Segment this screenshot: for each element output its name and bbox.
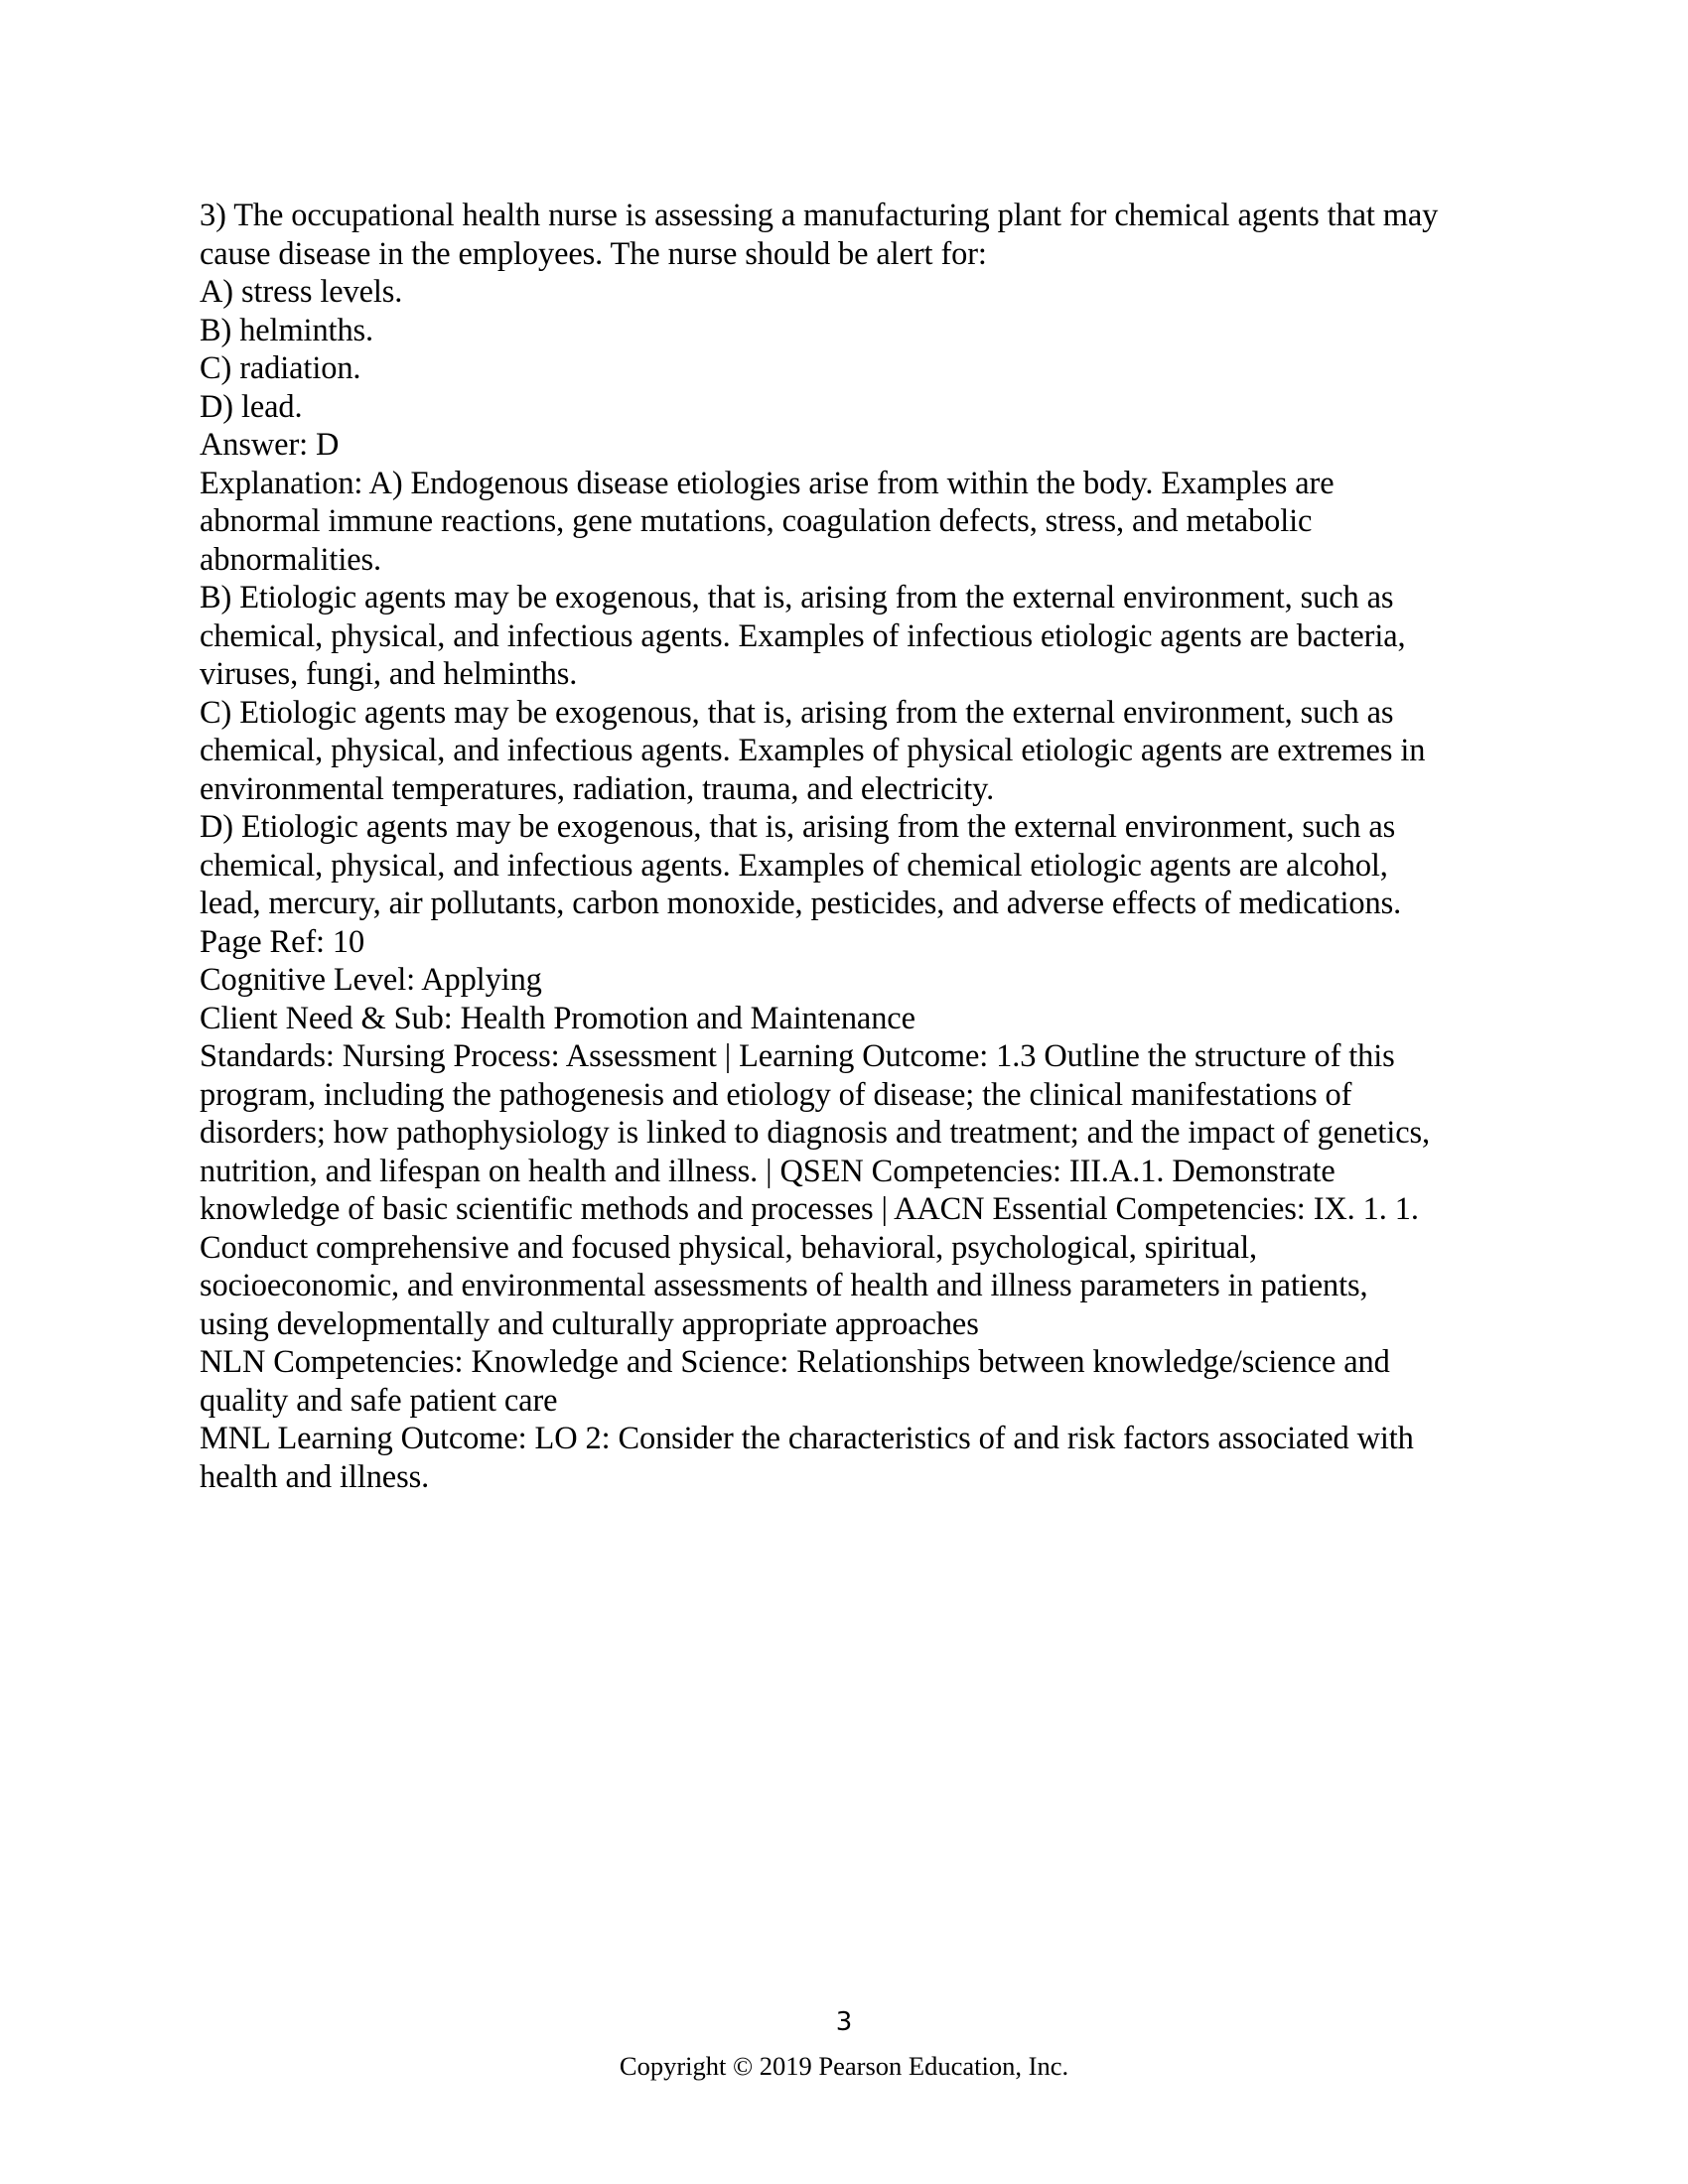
nln-competencies-line: NLN Competencies: Knowledge and Science: Relationships between knowledge/science and [200, 1344, 1390, 1380]
standards-line: knowledge of basic scientific methods and processes | AACN Essential Competencies: IX. 1. 1. [200, 1191, 1419, 1227]
explanation-line: chemical, physical, and infectious agents. Examples of infectious etiologic agents are bacteria, [200, 617, 1406, 654]
question-stem-line-1: 3) The occupational health nurse is assessing a manufacturing plant for chemical agents that may [200, 198, 1439, 233]
question-stem-line-2: cause disease in the employees. The nurse should be alert for: [200, 235, 987, 272]
explanation-line: abnormalities. [200, 541, 381, 578]
explanation-line: B) Etiologic agents may be exogenous, that is, arising from the external environment, such as [200, 580, 1394, 615]
standards-line: socioeconomic, and environmental assessments of health and illness parameters in patients, [200, 1268, 1368, 1303]
copyright-notice: Copyright © 2019 Pearson Education, Inc. [619, 2051, 1069, 2081]
explanation-line: environmental temperatures, radiation, trauma, and electricity. [200, 770, 995, 807]
explanation-line: D) Etiologic agents may be exogenous, that is, arising from the external environment, such as [200, 809, 1396, 845]
client-need-line: Client Need & Sub: Health Promotion and Maintenance [200, 1000, 915, 1036]
standards-line: program, including the pathogenesis and etiology of disease; the clinical manifestations of [200, 1076, 1352, 1113]
explanation-line: C) Etiologic agents may be exogenous, that is, arising from the external environment, such as [200, 694, 1394, 731]
mnl-learning-outcome-line: MNL Learning Outcome: LO 2: Consider the characteristics of and risk factors associated with [200, 1421, 1414, 1456]
standards-line: disorders; how pathophysiology is linked to diagnosis and treatment; and the impact of genetics, [200, 1115, 1431, 1151]
mnl-learning-outcome-line: health and illness. [200, 1458, 430, 1495]
standards-line: nutrition, and lifespan on health and illness. | QSEN Competencies: III.A.1. Demonstrate [200, 1153, 1336, 1189]
explanation-line: chemical, physical, and infectious agents. Examples of chemical etiologic agents are alcohol, [200, 847, 1388, 884]
option-b: B) helminths. [200, 312, 374, 348]
nln-competencies-line: quality and safe patient care [200, 1382, 558, 1419]
explanation-line: lead, mercury, air pollutants, carbon monoxide, pesticides, and adverse effects of medications. [200, 886, 1402, 921]
page-ref-line: Page Ref: 10 [200, 923, 365, 960]
option-a: A) stress levels. [200, 274, 403, 310]
explanation-line: abnormal immune reactions, gene mutations, coagulation defects, stress, and metabolic [200, 503, 1313, 539]
explanation-line: chemical, physical, and infectious agents. Examples of physical etiologic agents are extremes in [200, 733, 1426, 768]
option-d: D) lead. [200, 388, 303, 425]
question-block [200, 197, 1500, 1496]
standards-line: Conduct comprehensive and focused physical, behavioral, psychological, spiritual, [200, 1229, 1257, 1266]
standards-line: Standards: Nursing Process: Assessment | Learning Outcome: 1.3 Outline the structure of this [200, 1038, 1395, 1074]
explanation-line: viruses, fungi, and helminths. [200, 656, 578, 692]
standards-line: using developmentally and culturally appropriate approaches [200, 1305, 979, 1342]
explanation-line: Explanation: A) Endogenous disease etiologies arise from within the body. Examples are [200, 465, 1335, 501]
cognitive-level-line: Cognitive Level: Applying [200, 962, 542, 998]
page-number: 3 [835, 2007, 853, 2037]
option-c: C) radiation. [200, 350, 361, 386]
answer-line: Answer: D [200, 427, 340, 463]
